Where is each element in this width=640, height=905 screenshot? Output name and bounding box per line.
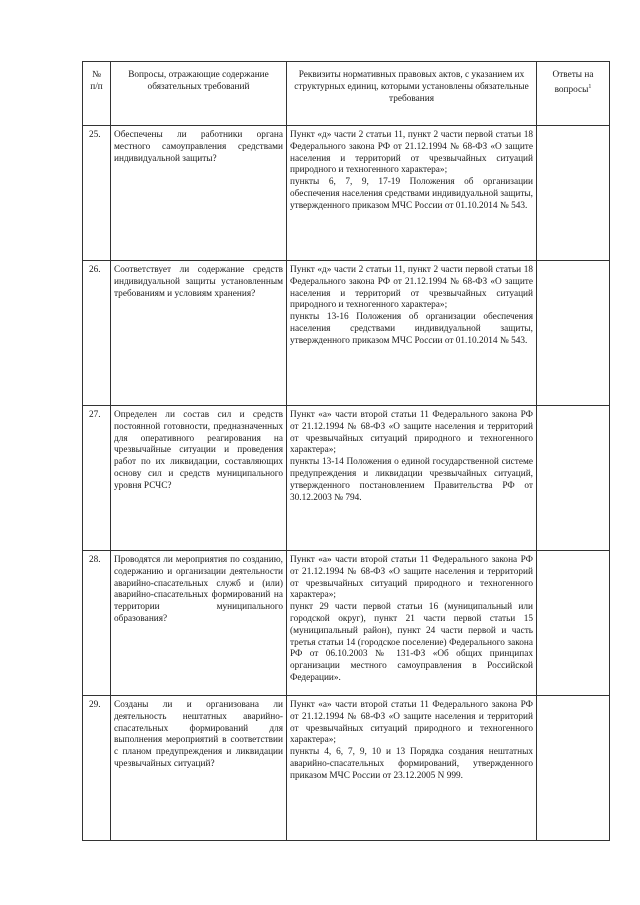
row-question: Проводятся ли мероприятия по созданию, содержанию и организации деятельности аварийно-спасательных служб и (или) аварийно-спасательных формирований на территории муниципального образования?: [111, 551, 287, 696]
row-answer-cell: [537, 696, 610, 841]
requisite-paragraph: пункты 6, 7, 9, 17-19 Положения об организации обеспечения населения средствами индивидуальной защиты, утвержденного приказом МЧС России от 01.10.2014 № 543.: [290, 177, 533, 211]
header-requisites: Реквизиты нормативных правовых актов, с указанием их структурных единиц, которыми установлены обязательные требования: [287, 62, 537, 126]
table-row: [83, 696, 610, 841]
header-answers-label: Ответы на вопросы: [552, 70, 594, 95]
table-row: [83, 261, 610, 406]
table-row: [83, 551, 610, 696]
requisite-paragraph: Пункт «д» части 2 статьи 11, пункт 2 части первой статьи 18 Федерального закона РФ от 21.12.1994 № 68-ФЗ «О защите населения и территорий от чрезвычайных ситуаций природного и техногенного характера»;: [290, 130, 533, 176]
row-answer-cell: [537, 406, 610, 551]
row-requisites: [287, 126, 537, 261]
footnote-mark: 1: [588, 83, 592, 90]
header-answers: [537, 62, 610, 126]
row-requisites: [287, 551, 537, 696]
requisite-paragraph: пункты 13-14 Положения о единой государственной системе предупреждения и ликвидации чрезвычайных ситуаций, утвержденного постановлением Правительства РФ от 30.12.2003 № 794.: [290, 457, 533, 503]
requisite-paragraph: пункт 29 части первой статьи 16 (муниципальный или городской округ), пункт 21 части первой статьи 15 (муниципальный район), пункт 24 части первой и часть третья статьи 14 (городское поселение) Федерального закона РФ от 06.10.2003 № 131-ФЗ «Об общих принципах организации местного самоуправления в Российской Федерации».: [290, 602, 533, 683]
requisite-paragraph: Пункт «а» части второй статьи 11 Федерального закона РФ от 21.12.1994 № 68-ФЗ «О защите населения и территорий от чрезвычайных ситуаций природного и техногенного характера»;: [290, 555, 533, 601]
row-question: Обеспечены ли работники органа местного самоуправления средствами индивидуальной защиты?: [111, 126, 287, 261]
row-answer-cell: [537, 261, 610, 406]
row-answer-cell: [537, 551, 610, 696]
row-question: Соответствует ли содержание средств индивидуальной защиты установленным требованиям и условиям хранения?: [111, 261, 287, 406]
table-row: [83, 406, 610, 551]
row-answer-cell: [537, 126, 610, 261]
requisite-paragraph: пункты 4, 6, 7, 9, 10 и 13 Порядка создания нештатных аварийно-спасательных формирований, утвержденного приказом МЧС России от 23.12.2005 N 999.: [290, 747, 533, 781]
table-row: [83, 126, 610, 261]
row-number: 27.: [83, 406, 111, 551]
row-question: Созданы ли и организована ли деятельность нештатных аварийно-спасательных формирований для выполнения мероприятий в соответствии с планом предупреждения и ликвидации чрезвычайных ситуаций?: [111, 696, 287, 841]
row-requisites: [287, 406, 537, 551]
row-number: 28.: [83, 551, 111, 696]
table-header-row: [83, 62, 610, 126]
row-requisites: [287, 696, 537, 841]
header-questions: Вопросы, отражающие содержание обязательных требований: [111, 62, 287, 126]
row-number: 25.: [83, 126, 111, 261]
header-num: № п/п: [83, 62, 111, 126]
row-requisites: [287, 261, 537, 406]
row-number: 26.: [83, 261, 111, 406]
row-number: 29.: [83, 696, 111, 841]
requisite-paragraph: Пункт «а» части второй статьи 11 Федерального закона РФ от 21.12.1994 № 68-ФЗ «О защите населения и территорий от чрезвычайных ситуаций природного и техногенного характера»;: [290, 410, 533, 456]
requirements-table: [82, 61, 610, 841]
row-question: Определен ли состав сил и средств постоянной готовности, предназначенных для оперативного реагирования на чрезвычайные ситуации и проведения работ по их ликвидации, составляющих основу сил и средств муниципального уровня РСЧС?: [111, 406, 287, 551]
requisite-paragraph: пункты 13-16 Положения об организации обеспечения населения средствами индивидуальной защиты, утвержденного приказом МЧС России от 01.10.2014 № 543.: [290, 312, 533, 346]
requisite-paragraph: Пункт «д» части 2 статьи 11, пункт 2 части первой статьи 18 Федерального закона РФ от 21.12.1994 № 68-ФЗ «О защите населения и территорий от чрезвычайных ситуаций природного и техногенного характера»;: [290, 265, 533, 311]
requisite-paragraph: Пункт «а» части второй статьи 11 Федерального закона РФ от 21.12.1994 № 68-ФЗ «О защите населения и территорий от чрезвычайных ситуаций природного и техногенного характера»;: [290, 700, 533, 746]
